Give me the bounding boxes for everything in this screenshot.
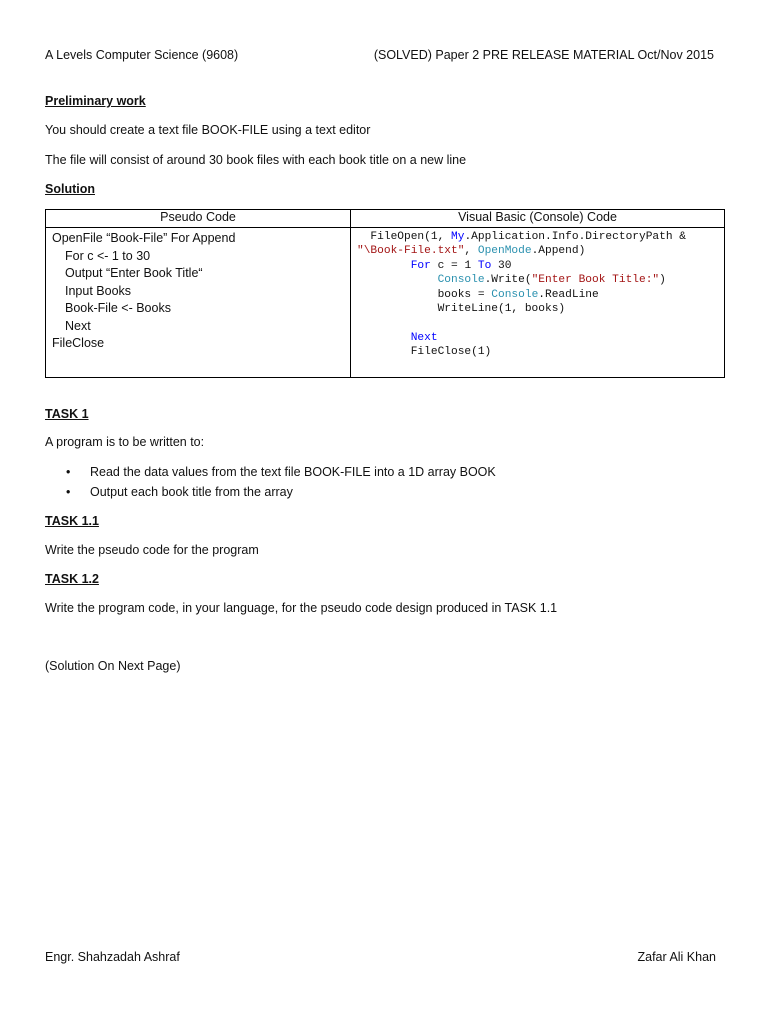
header-course-title: A Levels Computer Science (9608) (45, 48, 239, 62)
preliminary-line-2: The file will consist of around 30 book files with each book title on a new line (45, 153, 467, 167)
task1-intro: A program is to be written to: (45, 435, 205, 449)
pseudo-line: Next (65, 318, 91, 333)
code-token: .Append) (531, 245, 586, 258)
code-indent (357, 260, 411, 272)
pseudo-code-header: Pseudo Code (46, 210, 351, 228)
code-line (357, 273, 724, 287)
code-string: "\Book-File.txt" (357, 245, 465, 258)
solution-heading: Solution (45, 182, 95, 196)
vb-code-cell (351, 228, 725, 378)
solution-code-table (45, 209, 725, 378)
code-line (357, 288, 724, 302)
code-token: .ReadLine (538, 288, 599, 301)
pseudo-line: FileClose (52, 336, 105, 350)
next-page-note: (Solution On Next Page) (45, 659, 181, 673)
code-line (357, 259, 724, 273)
code-blank-line (357, 316, 724, 330)
pseudo-line: Output “Enter Book Title“ (65, 266, 203, 280)
footer-author-left: Engr. Shahzadah Ashraf (45, 950, 180, 964)
list-item-text: Read the data values from the text file BOOK-FILE into a 1D array BOOK (90, 465, 496, 479)
code-line: FileClose(1) (357, 346, 492, 359)
code-line (357, 331, 724, 345)
code-line: WriteLine(1, books) (357, 302, 566, 315)
pseudo-line: OpenFile “Book-File” For Append (52, 231, 236, 245)
code-keyword: Next (410, 331, 438, 344)
code-indent (357, 332, 411, 344)
code-keyword: For (410, 259, 431, 272)
code-token: books = (357, 288, 492, 301)
list-item (45, 483, 496, 503)
pseudo-line: For c <- 1 to 30 (65, 248, 151, 263)
header-paper-title: (SOLVED) Paper 2 PRE RELEASE MATERIAL Oct/Nov 2015 (373, 48, 714, 62)
vb-code-header: Visual Basic (Console) Code (351, 210, 725, 228)
code-type: OpenMode (477, 245, 532, 258)
footer-author-right: Zafar Ali Khan (637, 950, 716, 964)
code-token: , (464, 245, 478, 258)
code-type: Console (491, 288, 539, 301)
table-body-row (46, 228, 725, 378)
list-item-text: Output each book title from the array (90, 485, 293, 499)
pseudo-line: Input Books (65, 283, 132, 298)
preliminary-line-1: You should create a text file BOOK-FILE using a text editor (45, 123, 371, 137)
code-type: Console (437, 274, 485, 287)
code-token: 30 (491, 259, 512, 272)
code-line (357, 230, 724, 244)
pseudo-code-cell (46, 228, 351, 378)
code-line (357, 244, 724, 258)
code-token: .Application.Info.DirectoryPath & (464, 231, 686, 243)
code-keyword: To (477, 259, 492, 272)
code-keyword: My (451, 231, 465, 243)
code-token: FileOpen(1, (357, 231, 451, 243)
task1-heading: TASK 1 (45, 407, 89, 421)
table-header-row (46, 210, 725, 228)
task12-heading: TASK 1.2 (45, 572, 99, 586)
task11-heading: TASK 1.1 (45, 514, 99, 528)
preliminary-heading: Preliminary work (45, 94, 146, 108)
task12-text: Write the program code, in your language, for the pseudo code design produced in TASK 1.1 (45, 601, 558, 615)
code-token: ) (659, 274, 666, 287)
task11-text: Write the pseudo code for the program (45, 543, 259, 557)
list-item (45, 463, 496, 483)
pseudo-line: Book-File <- Books (65, 301, 171, 315)
bullet-icon: • (66, 465, 71, 479)
bullet-icon: • (66, 485, 71, 499)
code-token: c = 1 (430, 259, 478, 272)
code-string: "Enter Book Title:" (531, 274, 660, 287)
code-indent (357, 274, 438, 286)
task1-bullet-list (45, 463, 496, 503)
code-token: .Write( (484, 274, 532, 287)
